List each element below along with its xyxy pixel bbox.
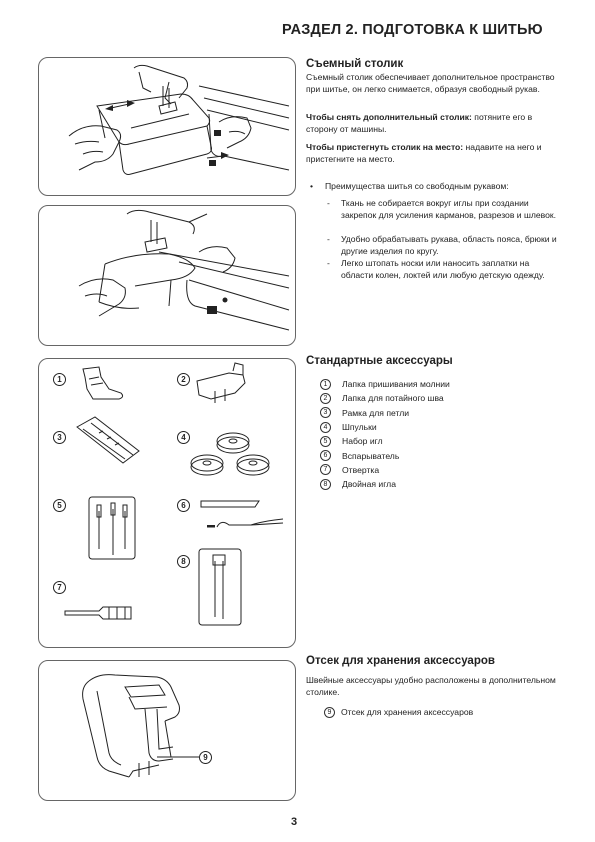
storage-illustration (39, 661, 295, 800)
advantage-item: Удобно обрабатывать рукава, область пояса, брюки и другие изделия по кругу. (341, 234, 557, 256)
advantage-item: Ткань не собирается вокруг иглы при создании закрепок для усиления карманов, разрезов и шлевок. (341, 198, 557, 220)
remove-label: Чтобы снять дополнительный столик: (306, 112, 472, 122)
attach-instruction (306, 142, 561, 165)
figure-remove-table (38, 57, 296, 196)
figure-storage (38, 660, 296, 801)
section-heading-accessories: Стандартные аксессуары (306, 355, 453, 367)
item-label: Отсек для хранения аксессуаров (341, 707, 474, 718)
item-number: 2 (320, 393, 331, 404)
table-intro-text: Съемный столик обеспечивает дополнительное пространство при шитье, он легко снимается, образуя свободный рукав. (306, 72, 555, 94)
item-label: Двойная игла (342, 479, 396, 490)
accessories-list (320, 377, 450, 491)
attach-text: надавите на него и пристегните на место. (306, 142, 542, 164)
accessories-illustration (39, 359, 295, 647)
badge-4: 4 (177, 431, 190, 444)
list-item (324, 705, 473, 719)
list-item (320, 406, 450, 420)
bullet-icon: • (310, 181, 314, 191)
badge-8: 8 (177, 555, 190, 568)
badge-2: 2 (177, 373, 190, 386)
page-number: 3 (291, 816, 298, 828)
item-label: Шпульки (342, 422, 377, 433)
item-number: 9 (324, 707, 335, 718)
list-item (320, 463, 450, 477)
dash-icon: - (327, 234, 330, 244)
item-label: Лапка для потайного шва (342, 393, 444, 404)
badge-3: 3 (53, 431, 66, 444)
list-item (320, 420, 450, 434)
badge-5: 5 (53, 499, 66, 512)
section-heading-storage: Отсек для хранения аксессуаров (306, 655, 495, 667)
item-label: Лапка пришивания молнии (342, 379, 450, 390)
figure-accessories (38, 358, 296, 648)
item-label: Рамка для петли (342, 407, 410, 418)
list-item (320, 391, 450, 405)
badge-1: 1 (53, 373, 66, 386)
badge-9: 9 (199, 751, 212, 764)
item-label: Отвертка (342, 464, 380, 475)
item-number: 4 (320, 422, 331, 433)
advantage-item: Легко штопать носки или наносить заплатки на области колен, локтей или любую детскую одежду. (341, 258, 545, 280)
dash-icon: - (327, 258, 330, 268)
free-arm-illustration (39, 206, 295, 345)
page-title: РАЗДЕЛ 2. ПОДГОТОВКА К ШИТЬЮ (282, 22, 543, 38)
item-number: 7 (320, 464, 331, 475)
list-item (320, 448, 450, 462)
dash-icon: - (327, 198, 330, 208)
list-item (320, 434, 450, 448)
item-number: 5 (320, 436, 331, 447)
badge-7: 7 (53, 581, 66, 594)
section-heading-table: Съемный столик (306, 58, 404, 70)
item-label: Набор игл (342, 436, 383, 447)
figure-free-arm (38, 205, 296, 346)
item-number: 8 (320, 479, 331, 490)
remove-text: потяните его в сторону от машины. (306, 112, 533, 134)
attach-label: Чтобы пристегнуть столик на место: (306, 142, 464, 152)
storage-text: Швейные аксессуары удобно расположены в дополнительном столике. (306, 675, 556, 697)
list-item (320, 477, 450, 491)
remove-table-illustration (39, 58, 295, 195)
item-number: 3 (320, 407, 331, 418)
free-arm-advantages-title: Преимущества шитья со свободным рукавом: (325, 181, 509, 191)
list-item (320, 377, 450, 391)
badge-6: 6 (177, 499, 190, 512)
item-number: 1 (320, 379, 331, 390)
item-number: 6 (320, 450, 331, 461)
remove-instruction (306, 112, 561, 135)
item-label: Вспарыватель (342, 450, 400, 461)
